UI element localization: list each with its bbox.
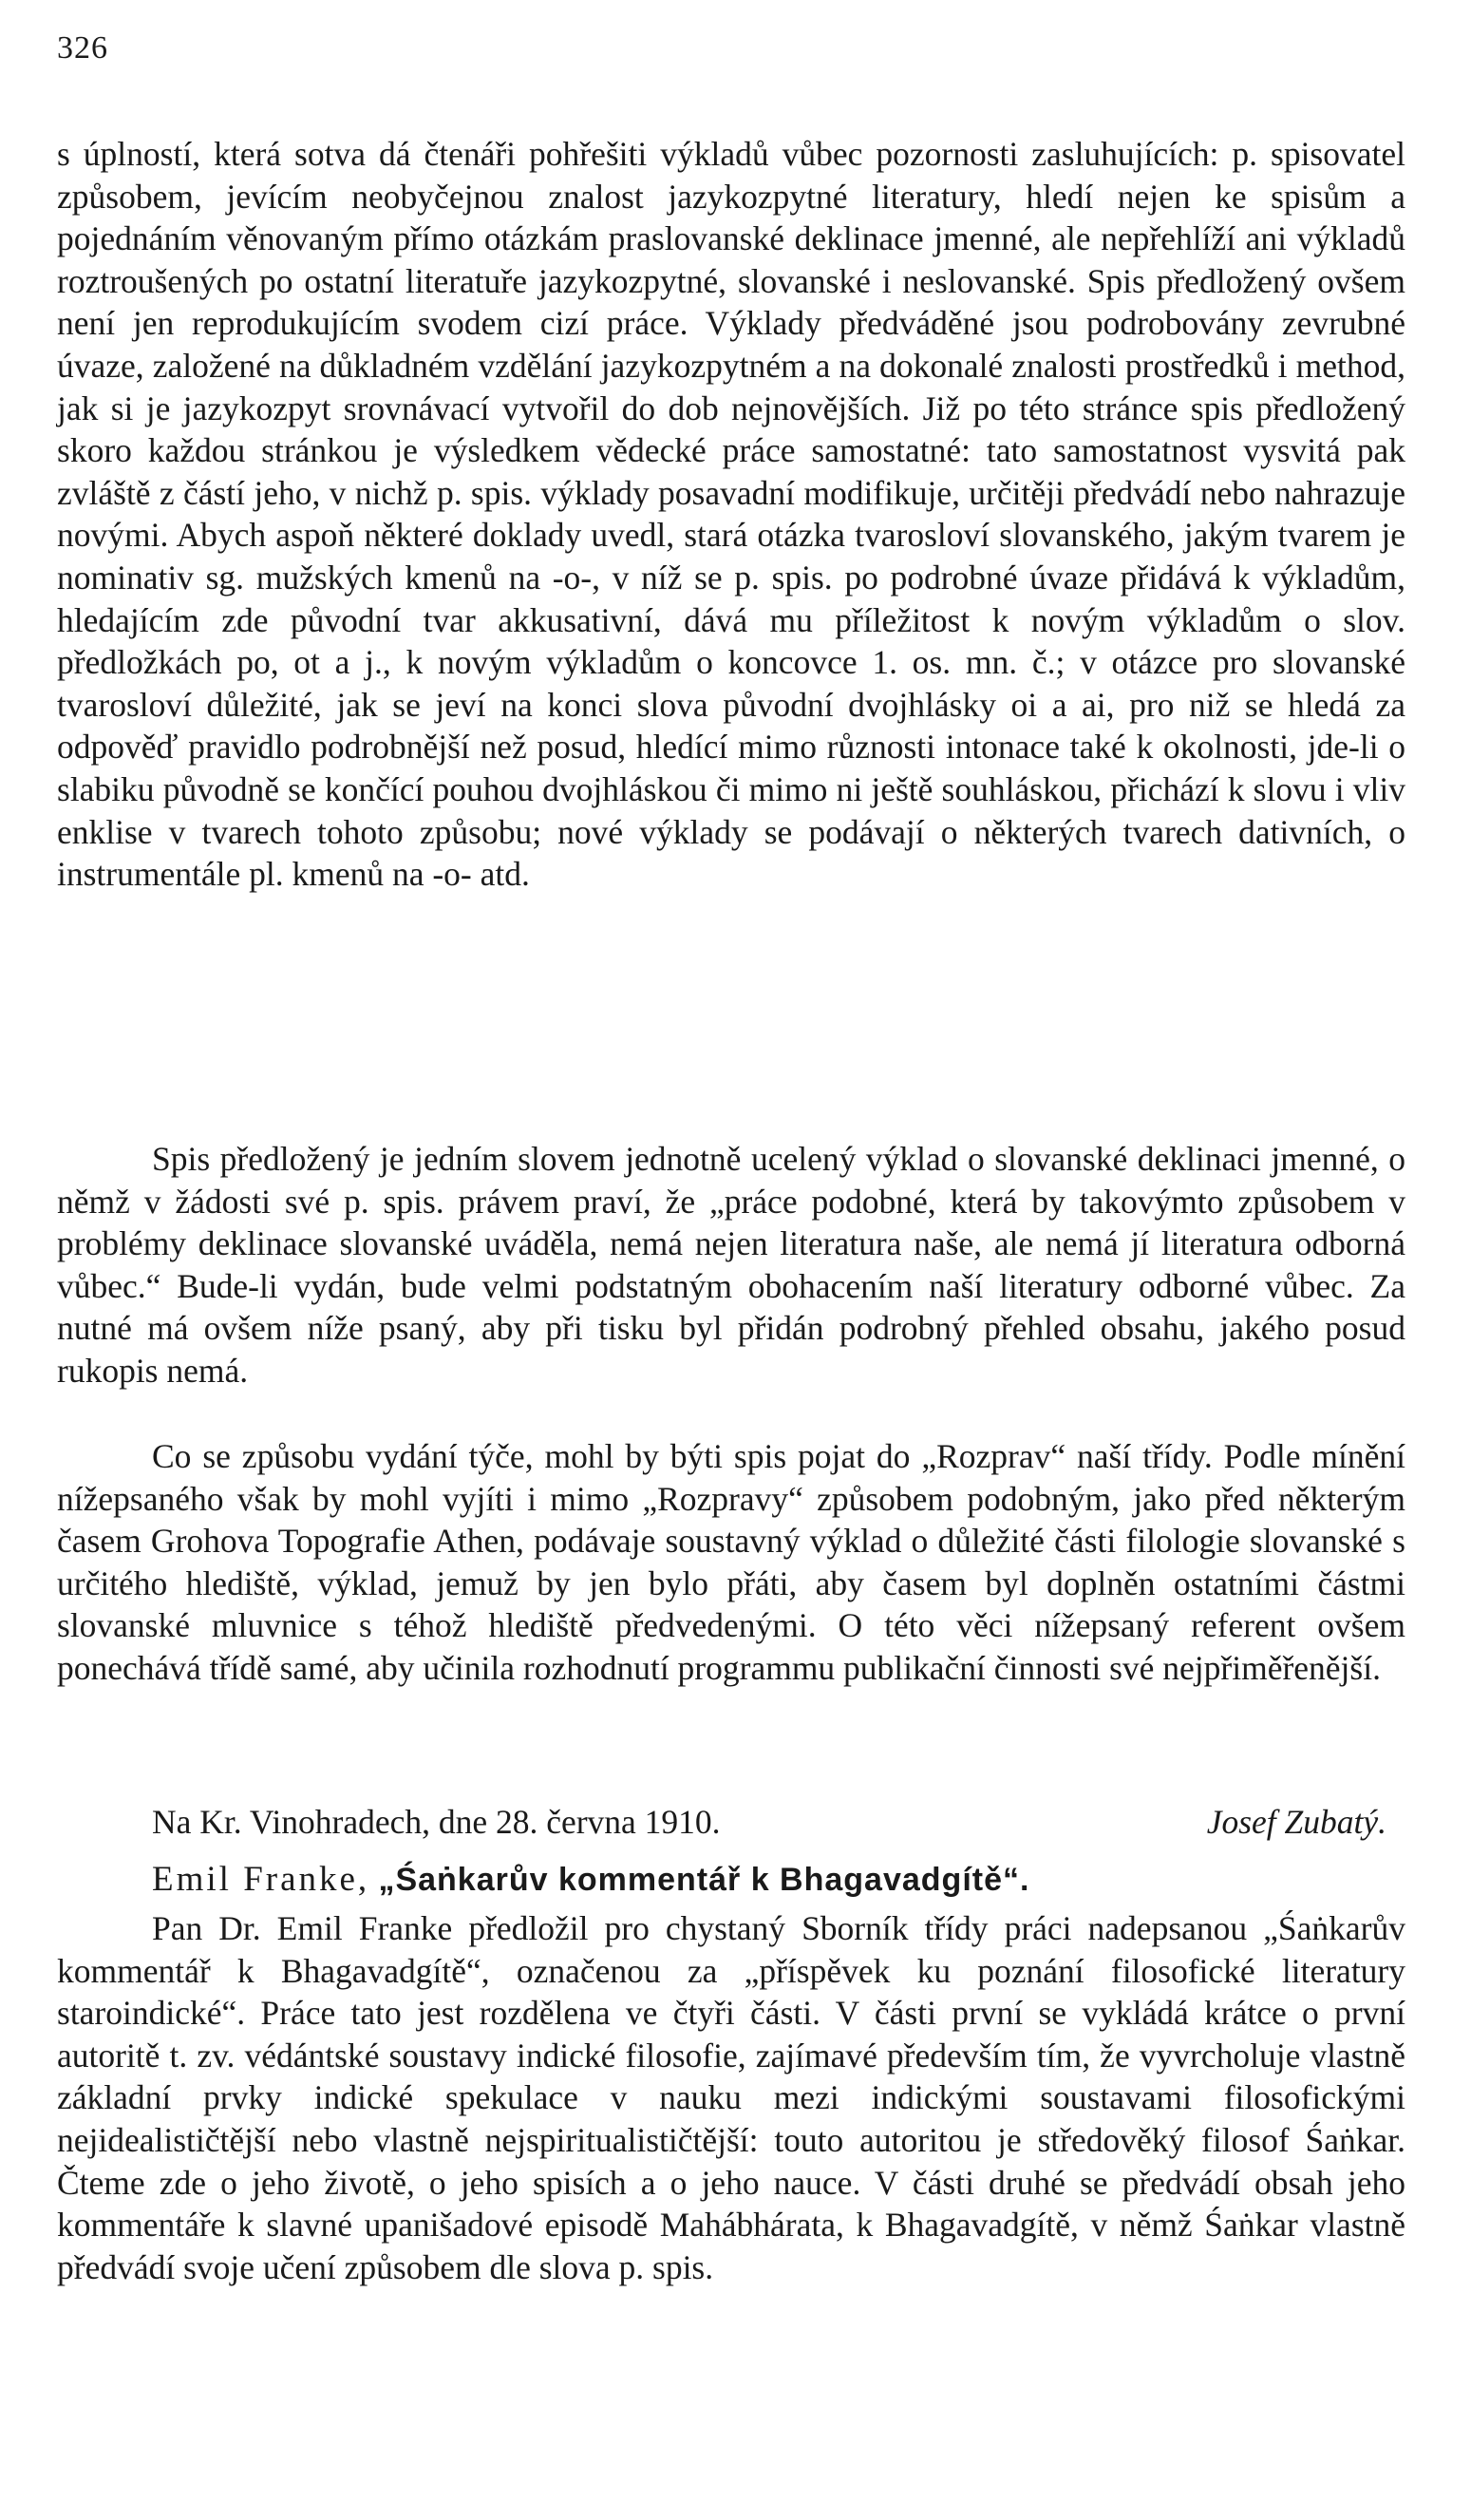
section-heading — [152, 1858, 1386, 1902]
heading-title: „Śaṅkarův kommentář k Bhagavadgítě“. — [378, 1862, 1030, 1898]
review-paragraph-2: Spis předložený je jedním slovem jednotně ucelený výklad o slovanské deklinaci jmenné, o němž v žádosti své p. spis. právem praví, že „práce podobné, která by takovýmto způsobem v problémy deklinace slovanské uváděla, nemá nejen literatura naše, ale nemá jí literatura odborná vůbec.“ Bude-li vydán, bude velmi podstatným obohacením naší literatury odborné vůbec. Za nutné má ovšem níže psaný, aby při tisku byl přidán podrobný přehled obsahu, jakého posud rukopis nemá. — [57, 1140, 1405, 1390]
place-date: Na Kr. Vinohradech, dne 28. června 1910. — [152, 1803, 721, 1841]
review-paragraph-1: s úplností, která sotva dá čtenáři pohřešiti výkladů vůbec pozornosti zasluhujících: p. spisovatel způsobem, jevícím neobyčejnou znalost jazykozpytné literatury, hledí nejen ke spisům a pojednáním věnovaným přímo otázkám praslovanské deklinace jmenné, ale nepřehlíží ani výkladů roztroušených po ostatní literatuře jazykozpytné, slovanské i neslovanské. Spis předložený ovšem není jen reprodukujícím svodem cizí práce. Výklady předváděné jsou podrobovány zevrubné úvaze, založené na důkladném vzdělání jazykozpytném a na dokonalé znalosti prostředků i method, jak si je jazykozpyt srovnávací vytvořil do dob nejnovějších. Již po této stránce spis předložený skoro každou stránkou je výsledkem vědecké práce samostatné: tato samostatnost vysvitá pak zvláště z částí jeho, v nichž p. spis. výklady posavadní modifikuje, určitěji předvádí nebo nahrazuje novými. Abych aspoň některé doklady uvedl, stará otázka tvarosloví slovanského, jakým tvarem je nominativ sg. mužských kmenů na -o-, v níž se p. spis. po podrobné úvaze přidává k výkladům, hledajícím zde původní tvar akkusativní, dává mu příležitost k novým výkladům o slov. předložkách po, ot a j., k novým výkladům o koncovce 1. os. mn. č.; v otázce pro slovanské tvarosloví důležité, jak se jeví na konci slova původní dvojhlásky oi a ai, pro niž se hledá za odpověď pravidlo podrobnější než posud, hledící mimo různosti intonace také k okolnosti, jde-li o slabiku původně se končící pouhou dvojhláskou či mimo ni ještě souhláskou, přichází k slovu i vliv enklise v tvarech tohoto způsobu; nové výklady se podávají o některých tvarech dativních, o instrumentále pl. kmenů na -o- atd. — [57, 135, 1405, 894]
heading-author: Emil Franke, — [152, 1860, 370, 1899]
page-number: 326 — [57, 30, 108, 66]
review-paragraph-3: Co se způsobu vydání týče, mohl by býti spis pojat do „Rozprav“ naší třídy. Podle mínění nížepsaného však by mohl vyjíti i mimo „Rozpravy“ způsobem podobným, jako před některým časem Grohova Topografie Athen, podávaje soustavný výklad o důležité části filologie slovanské s určitého hlediště, výklad, jemuž by jen bylo přáti, aby časem byl doplněn ostatními částmi slovanské mluvnice s téhož hlediště předvedenými. O této věci nížepsaný referent ovšem ponechává třídě samé, aby učinila rozhodnutí programmu publikační činnosti své nejpřiměřenější. — [57, 1437, 1405, 1687]
signature: Josef Zubatý. — [1206, 1803, 1386, 1841]
section-paragraph-1: Pan Dr. Emil Franke předložil pro chystaný Sborník třídy práci nadepsanou „Śaṅkarův kommentář k Bhagavadgítě“, označenou za „příspěvek ku poznání filosofické literatury staroindické“. Práce tato jest rozdělena ve čtyři části. V části první se vykládá krátce o první autoritě t. zv. védántské soustavy indické filosofie, zajímavé především tím, že vyvrcholuje vlastně základní prvky indické spekulace v nauku mezi indickými soustavami filosofickými nejidealističtější nebo vlastně nejspiritualističtější: touto autoritou je středověký filosof Śaṅkar. Čteme zde o jeho životě, o jeho spisích a o jeho nauce. V části druhé se předvádí obsah jeho kommentáře k slavné upanišadové episodě Mahábhárata, k Bhagavadgítě, v němž Śaṅkar vlastně předvádí svoje učení způsobem dle slova p. spis. — [57, 1909, 1405, 2286]
